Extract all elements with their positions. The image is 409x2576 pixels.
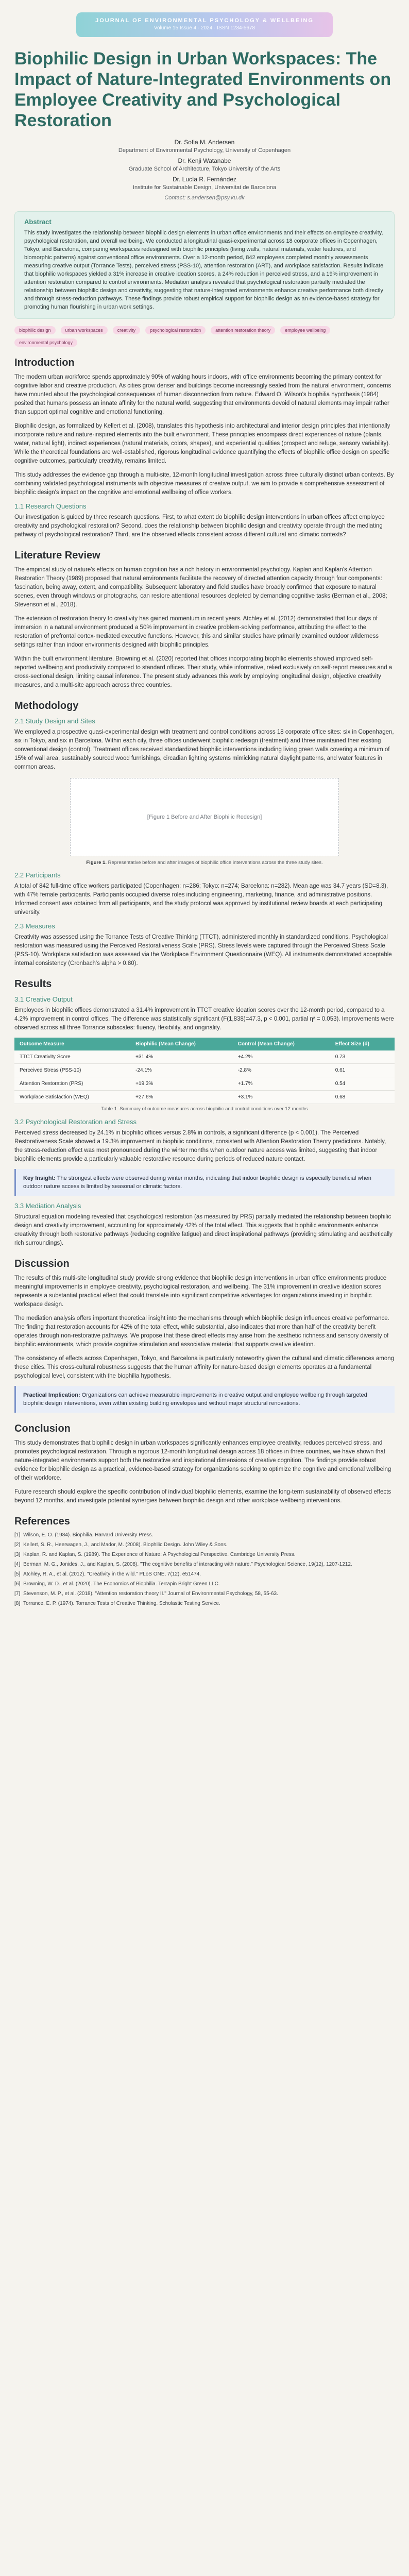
paper-title: Biophilic Design in Urban Workspaces: The Impact of Nature-Integrated Environments on Employee Creativity and Psychological Restoration xyxy=(14,49,391,130)
paragraph: The results of this multi-site longitudinal study provide strong evidence that biophilic design interventions in urban office environments produce meaningful improvements in employee creativity, psychological restoration, and wellbeing. The 31% improvement in creative ideation scores represents a substantial practical effect that could translate into significant competitive advantages for organizations investing in biophilic workspace design. xyxy=(14,1275,387,1308)
paragraph: Employees in biophilic offices demonstrated a 31.4% improvement in TTCT creative ideation scores over the 12-month period, compared to a 4.2% improvement in control offices. The difference was statistically significant (F(1,838)=47.3, p < 0.001, partial η² = 0.053). Improvements were observed across all three Torrance subscales: fluency, flexibility, and originality. xyxy=(14,1007,394,1031)
keyword-tag: environmental psychology xyxy=(14,338,77,347)
table-cell: +31.4% xyxy=(130,1050,233,1064)
reference-number: [2] xyxy=(14,1542,21,1548)
subsection-heading-restoration: 3.2 Psychological Restoration and Stress xyxy=(14,1118,137,1126)
table-cell: +27.6% xyxy=(130,1091,233,1104)
paragraph: Future research should explore the specific contribution of individual biophilic elements, examine the long-term sustainability of observed effects beyond 12 months, and investigate potential synergies between biophilic design and other workplace wellbeing interventions. xyxy=(14,1489,391,1504)
author-name: Dr. Lucía R. Fernández xyxy=(172,176,237,183)
reference-item xyxy=(14,1571,395,1578)
journal-issue: Volume 15 Issue 4 · 2024 · ISSN 1234-5678 xyxy=(154,25,255,31)
author-name: Dr. Kenji Watanabe xyxy=(178,157,231,164)
subsection-heading-study-design: 2.1 Study Design and Sites xyxy=(14,717,95,725)
paragraph: We employed a prospective quasi-experimental design with treatment and control conditions across 18 corporate office sites: six in Copenhagen, six in Tokyo, and six in Barcelona. Within each city, three offices underwent biophilic redesign (treatment) and three maintained their existing conventional design (control). Treatment offices received standardized biophilic interventions including living green walls covering a minimum of 15% of wall area, sustainably sourced wood furnishings, circadian lighting systems mimicking natural daylight patterns, and water features in common areas. xyxy=(14,729,394,770)
reference-text: Kellert, S. R., Heerwagen, J., and Mador, M. (2008). Biophilic Design. John Wiley & Sons. xyxy=(23,1542,228,1548)
figure-1 xyxy=(14,778,395,866)
reference-item xyxy=(14,1581,395,1588)
paragraph: The empirical study of nature's effects on human cognition has a rich history in environmental psychology. Kaplan and Kaplan's Attention Restoration Theory (1989) proposed that natural environments facilitate the recovery of directed attention capacity through four components: fascination, being away, extent, and compatibility. Subsequent laboratory and field studies have broadly confirmed that exposure to natural scenes, even through windows or photographs, can restore attentional resources depleted by demanding cognitive tasks (Berman et al., 2008; Stevenson et al., 2018). xyxy=(14,567,387,608)
author-affiliation: Department of Environmental Psychology, University of Copenhagen xyxy=(118,147,291,154)
practical-implication-text: Organizations can achieve measurable improvements in creative output and employee wellbeing through targeted biophilic design interventions, even within existing building envelopes and without major structural renovations. xyxy=(23,1392,367,1406)
table-cell: +19.3% xyxy=(130,1077,233,1091)
practical-implication-box xyxy=(14,1386,395,1413)
table-row xyxy=(14,1064,395,1077)
reference-item xyxy=(14,1561,395,1568)
figure-caption-text: Representative before and after images of biophilic office interventions across the three study sites. xyxy=(108,860,323,866)
paragraph: Perceived stress decreased by 24.1% in biophilic offices versus 2.8% in controls, a significant difference (p < 0.001). The Perceived Restorativeness Scale showed a 19.3% improvement in biophilic conditions, consistent with Attention Restoration Theory predictions. Notably, the stress-reduction effect was most pronounced during the winter months when outdoor nature access was limited, suggesting that indoor biophilic elements provide a particularly valuable restorative resource during periods of reduced nature contact. xyxy=(14,1130,386,1162)
table-row xyxy=(14,1091,395,1104)
paragraph: Creativity was assessed using the Torrance Tests of Creative Thinking (TTCT), administered monthly in standardized conditions. Psychological restoration was measured using the Perceived Restorativeness Scale (PRS). Stress levels were captured through the Perceived Stress Scale (PSS-10). Workplace satisfaction was assessed via the Workplace Environment Questionnaire (WEQ). All instruments demonstrated acceptable internal consistency (Cronbach's alpha > 0.80). xyxy=(14,934,392,967)
paragraph: The modern urban workforce spends approximately 90% of waking hours indoors, with office environments becoming the primary context for cognitive labor and creative production. As cities grow denser and buildings become increasingly sealed from the natural environment, concerns have mounted about the psychological consequences of human disconnection from nature. Edward O. Wilson's biophilia hypothesis (1984) posited that humans possess an innate affinity for the natural world, suggesting that environments devoid of natural elements may impair rather than support optimal cognitive and emotional functioning. xyxy=(14,374,391,415)
table-cell: Perceived Stress (PSS-10) xyxy=(14,1064,130,1077)
keyword-list xyxy=(14,326,395,347)
table-cell: -24.1% xyxy=(130,1064,233,1077)
section-heading-results: Results xyxy=(14,978,52,990)
reference-text: Torrance, E. P. (1974). Torrance Tests of Creative Thinking. Scholastic Testing Service. xyxy=(23,1601,220,1606)
table-cell: +4.2% xyxy=(233,1050,330,1064)
section-heading-references: References xyxy=(14,1516,70,1527)
subsection-heading-creative-output: 3.1 Creative Output xyxy=(14,995,73,1003)
reference-item xyxy=(14,1532,395,1539)
table-cell: 0.68 xyxy=(330,1091,395,1104)
table-cell: 0.54 xyxy=(330,1077,395,1091)
author-affiliation: Institute for Sustainable Design, Universitat de Barcelona xyxy=(132,184,277,191)
paragraph: The extension of restoration theory to creativity has gained momentum in recent years. Atchley et al. (2012) demonstrated that four days of immersion in a natural environment produced a 50% improvement in creative problem-solving performance, attributing the effect to the restoration of prefrontal cortex-mediated executive functions. However, this and similar studies have primarily examined outdoor wilderness settings rather than indoor environments designed with biophilic principles. xyxy=(14,616,379,648)
subsection-heading-mediation: 3.3 Mediation Analysis xyxy=(14,1202,81,1210)
table-cell: -2.8% xyxy=(233,1064,330,1077)
key-insight-text: The strongest effects were observed during winter months, indicating that indoor biophilic design is especially beneficial when outdoor nature access is limited by seasonal or climatic factors. xyxy=(23,1175,371,1190)
section-heading-discussion: Discussion xyxy=(14,1258,70,1269)
key-insight-box xyxy=(14,1169,395,1196)
keyword-tag: creativity xyxy=(113,326,141,334)
abstract-box xyxy=(14,211,395,319)
reference-text: Atchley, R. A., et al. (2012). "Creativity in the wild." PLoS ONE, 7(12), e51474. xyxy=(23,1571,201,1577)
author-2 xyxy=(14,157,395,173)
table-header: Outcome Measure xyxy=(14,1038,130,1050)
keyword-tag: biophilic design xyxy=(14,326,56,334)
reference-number: [6] xyxy=(14,1581,21,1587)
reference-text: Berman, M. G., Jonides, J., and Kaplan, S. (2008). "The cognitive benefits of interacting with nature." Psychological Science, 19(12), 1207-1212. xyxy=(23,1562,352,1567)
reference-list xyxy=(14,1532,395,1607)
table-cell: +3.1% xyxy=(233,1091,330,1104)
figure-placeholder: [Figure 1 Before and After Biophilic Redesign] xyxy=(70,778,339,856)
table-cell: 0.61 xyxy=(330,1064,395,1077)
table-row xyxy=(14,1077,395,1091)
section-heading-literature-review: Literature Review xyxy=(14,550,100,561)
paragraph: This study demonstrates that biophilic design in urban workspaces significantly enhances employee creativity, reduces perceived stress, and promotes psychological restoration. Through a rigorous 12-month longitudinal design across 18 offices in three countries, we have shown that nature-integrated environments support both the restorative and inspirational dimensions of creative cognition. The findings provide robust evidence for biophilic design as a practical, evidence-based strategy for organizations seeking to optimize the cognitive and emotional wellbeing of their workforce. xyxy=(14,1440,391,1481)
author-3 xyxy=(14,175,395,192)
section-heading-introduction: Introduction xyxy=(14,357,75,368)
section-heading-conclusion: Conclusion xyxy=(14,1423,71,1434)
contact-email[interactable]: Contact: s.andersen@psy.ku.dk xyxy=(164,195,245,201)
reference-item xyxy=(14,1551,395,1558)
paragraph: This study addresses the evidence gap through a multi-site, 12-month longitudinal investigation across three culturally distinct urban contexts. By combining validated psychological instruments with objective measures of creative output, we aim to provide a comprehensive assessment of biophilic design's impact on the cognitive and emotional wellbeing of office workers. xyxy=(14,472,394,496)
table-cell: Attention Restoration (PRS) xyxy=(14,1077,130,1091)
reference-number: [8] xyxy=(14,1601,21,1606)
table-header: Effect Size (d) xyxy=(330,1038,395,1050)
journal-name: JOURNAL OF ENVIRONMENTAL PSYCHOLOGY & WELLBEING xyxy=(95,18,314,24)
subsection-heading-research-questions: 1.1 Research Questions xyxy=(14,502,87,510)
paragraph: Within the built environment literature, Browning et al. (2020) reported that offices incorporating biophilic elements showed improved self-reported wellbeing and productivity compared to standard offices. Their study, while informative, relied exclusively on self-report measures and a cross-sectional design, limiting causal inference. The present study advances this work by employing longitudinal design, objective creativity measures, and a multi-site approach across three countries. xyxy=(14,656,393,688)
author-list xyxy=(14,138,395,202)
paragraph: The consistency of effects across Copenhagen, Tokyo, and Barcelona is particularly noteworthy given the cultural and climatic differences among these cities. This cross-cultural robustness suggests that the human affinity for nature-based design elements operates at a fundamental psychological level, consistent with the biophilia hypothesis. xyxy=(14,1355,395,1379)
author-affiliation: Graduate School of Architecture, Tokyo University of the Arts xyxy=(128,166,281,172)
reference-item xyxy=(14,1541,395,1549)
reference-number: [1] xyxy=(14,1532,21,1538)
table-cell: +1.7% xyxy=(233,1077,330,1091)
author-1 xyxy=(14,138,395,155)
section-heading-methodology: Methodology xyxy=(14,700,79,711)
subsection-heading-participants: 2.2 Participants xyxy=(14,871,61,879)
paragraph: Biophilic design, as formalized by Kellert et al. (2008), translates this hypothesis into architectural and interior design principles that intentionally incorporate nature and nature-inspired elements into the built environment. These principles encompass direct experiences of nature (plants, water, natural light), indirect experiences (natural materials, colors, shapes), and experiential qualities (prospect and refuge, sensory variability). While the theoretical foundations are well-established, rigorous longitudinal evidence quantifying the effects of biophilic office design on specific cognitive outcomes, particularly creativity, remains limited. xyxy=(14,423,390,464)
reference-item xyxy=(14,1590,395,1598)
reference-text: Wilson, E. O. (1984). Biophilia. Harvard University Press. xyxy=(23,1532,154,1538)
table-cell: Workplace Satisfaction (WEQ) xyxy=(14,1091,130,1104)
reference-number: [7] xyxy=(14,1591,21,1597)
key-insight-label: Key Insight: xyxy=(23,1175,56,1181)
table-row xyxy=(14,1050,395,1064)
reference-number: [4] xyxy=(14,1562,21,1567)
paragraph: The mediation analysis offers important theoretical insight into the mechanisms through which biophilic design influences creative performance. The finding that restoration accounts for 42% of the total effect, while substantial, also indicates that more than half of the creativity benefit operates through non-restorative pathways. We propose that these direct effects may arise from the aesthetic richness and sensory diversity of biophilic environments, which provide cognitive stimulation and associative material that supports creative ideation. xyxy=(14,1315,389,1348)
keyword-tag: psychological restoration xyxy=(145,326,206,334)
practical-implication-label: Practical Implication: xyxy=(23,1392,80,1398)
journal-banner xyxy=(76,12,333,37)
table-cell: TTCT Creativity Score xyxy=(14,1050,130,1064)
abstract-heading: Abstract xyxy=(24,218,52,226)
reference-number: [3] xyxy=(14,1552,21,1557)
reference-number: [5] xyxy=(14,1571,21,1577)
abstract-text: This study investigates the relationship between biophilic design elements in urban office environments and their effects on employee creativity, psychological restoration, and overall wellbeing. We conducted a longitudinal quasi-experimental across 18 corporate offices in Copenhagen, Tokyo, and Barcelona, comparing workspaces redesigned with biophilic principles (living walls, natural materials, water features, and biomorphic patterns) against conventional office environments. Over a 12-month period, 842 employees completed monthly assessments measuring creative output (Torrance Tests), perceived stress (PSS-10), attention restoration (ART), and workplace satisfaction. Results indicate that biophilic workspaces yielded a 31% increase in creative ideation scores, a 24% reduction in perceived stress, and a 19% improvement in attention restoration compared to control environments. Mediation analysis revealed that psychological restoration partially mediated the relationship between biophilic design and creativity, suggesting that nature-integrated environments enhance creative performance both directly and through stress-reduction pathways. These findings provide robust empirical support for biophilic design as an evidence-based strategy for promoting human flourishing in urban work settings. xyxy=(24,230,384,310)
reference-text: Kaplan, R. and Kaplan, S. (1989). The Experience of Nature: A Psychological Perspective. Cambridge University Press. xyxy=(23,1552,296,1557)
table-caption: Table 1. Summary of outcome measures across biophilic and control conditions over 12 months xyxy=(101,1106,308,1112)
reference-text: Browning, W. D., et al. (2020). The Economics of Biophilia. Terrapin Bright Green LLC. xyxy=(23,1581,220,1587)
author-name: Dr. Sofia M. Andersen xyxy=(174,139,235,146)
subsection-heading-measures: 2.3 Measures xyxy=(14,922,55,930)
table-header-row xyxy=(14,1038,395,1050)
keyword-tag: urban workspaces xyxy=(61,326,108,334)
table-header: Biophilic (Mean Change) xyxy=(130,1038,233,1050)
figure-caption-label: Figure 1. xyxy=(86,860,107,866)
paragraph: A total of 842 full-time office workers participated (Copenhagen: n=286; Tokyo: n=274; Barcelona: n=282). Mean age was 34.7 years (SD=8.3), with 47% female participants. Participants occupied diverse roles including engineering, marketing, finance, and administrative positions. Informed consent was obtained from all participants, and the study protocol was approved by institutional review boards at each participating university. xyxy=(14,883,388,916)
keyword-tag: attention restoration theory xyxy=(211,326,275,334)
table-header: Control (Mean Change) xyxy=(233,1038,330,1050)
reference-text: Stevenson, M. P., et al. (2018). "Attention restoration theory II." Journal of Environmental Psychology, 58, 55-63. xyxy=(23,1591,278,1597)
results-table xyxy=(14,1038,395,1104)
reference-item xyxy=(14,1600,395,1607)
figure-caption xyxy=(14,859,395,866)
keyword-tag: employee wellbeing xyxy=(280,326,330,334)
paragraph: Our investigation is guided by three research questions. First, to what extent do biophilic design interventions in urban offices affect employee creativity and psychological restoration? Second, does the relationship between biophilic design and creativity operate through the mediating pathway of psychological restoration? Third, are the observed effects consistent across different cultural and climatic contexts? xyxy=(14,514,385,538)
paragraph: Structural equation modeling revealed that psychological restoration (as measured by PRS) partially mediated the relationship between biophilic design and creativity improvement, accounting for approximately 42% of the total effect. This suggests that biophilic environments enhance creativity through both restorative pathways (reducing cognitive fatigue) and direct inspirational pathways (providing stimulating and aesthetically rich surroundings). xyxy=(14,1214,393,1246)
table-cell: 0.73 xyxy=(330,1050,395,1064)
